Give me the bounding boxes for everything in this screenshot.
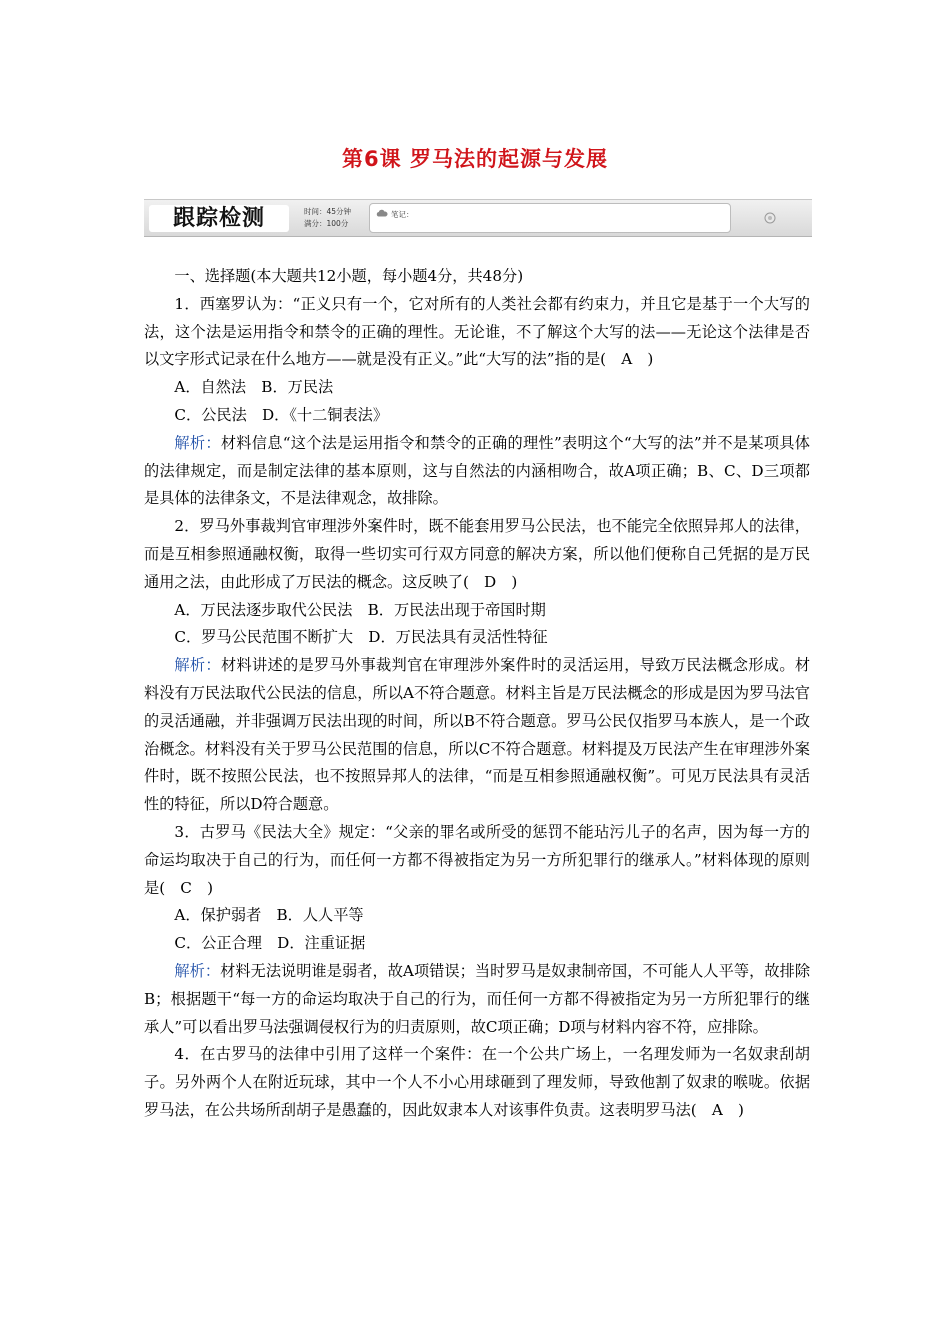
question-stem: 3．古罗马《民法大全》规定：“父亲的罪名或所受的惩罚不能玷污儿子的名声，因为每一方的命运均取决于自己的行为，而任何一方都不得被指定为另一方所犯罪行的继承人。”材料体现的原则是( C )	[144, 822, 810, 897]
question-options: C．罗马公民范围不断扩大 D．万民法具有灵活性特征	[174, 628, 548, 647]
question-options: C．公正合理 D．注重证据	[174, 934, 366, 953]
full-score: 满分：100分	[304, 219, 349, 228]
analysis-label: 解析：	[174, 961, 221, 980]
question-options: A．保护弱者 B．人人平等	[174, 906, 364, 925]
question-stem: 4．在古罗马的法律中引用了这样一个案件：在一个公共广场上，一名理发师为一名奴隶刮胡子。另外两个人在附近玩球，其中一个人不小心用球砸到了理发师，导致他割了奴隶的喉咙。依据罗马法，在公共场所刮胡子是愚蠢的，因此奴隶本人对该事件负责。这表明罗马法( A )	[144, 1045, 810, 1119]
analysis	[144, 430, 810, 513]
analysis	[144, 652, 810, 819]
question-options: A．自然法 B．万民法	[174, 378, 334, 397]
clock-icon	[764, 212, 776, 224]
analysis-text: 材料信息“这个法是运用指令和禁令的正确的理性”表明这个“大写的法”并不是某项具体的法律规定，而是制定法律的基本原则，这与自然法的内涵相吻合，故A项正确；B、C、D三项都是具体的法律条文，不是法律观念，故排除。	[144, 433, 810, 508]
question-content	[144, 263, 810, 1125]
analysis-label: 解析：	[174, 656, 221, 675]
question-options: C．公民法 D．《十二铜表法》	[174, 405, 389, 424]
analysis-text: 材料讲述的是罗马外事裁判官在审理涉外案件时的灵活运用，导致万民法概念形成。材料没有万民法取代公民法的信息，所以A不符合题意。材料主旨是万民法概念的形成是因为罗马法官的灵活通融，并非强调万民法出现的时间，所以B不符合题意。罗马公民仅指罗马本族人，是一个政治概念。材料没有关于罗马公民范围的信息，所以C不符合题意。材料提及万民法产生在审理涉外案件时，既不按照公民法，也不按照异邦人的法律，“而是互相参照通融权衡”。可见万民法具有灵活性的特征，所以D符合题意。	[144, 656, 811, 814]
section-heading: 一、选择题(本大题共12小题，每小题4分，共48分)	[174, 267, 524, 285]
banner-label: 跟踪检测	[149, 205, 289, 232]
banner-meta	[304, 206, 351, 230]
page-title: 第6课 罗马法的起源与发展	[342, 147, 608, 171]
cloud-icon	[376, 209, 388, 217]
notes-field[interactable]	[369, 203, 731, 233]
time-limit: 时间：45分钟	[304, 207, 352, 216]
analysis-label: 解析：	[174, 433, 221, 452]
question-stem: 1．西塞罗认为：“正义只有一个，它对所有的人类社会都有约束力，并且它是基于一个大写的法，这个法是运用指令和禁令的正确的理性。无论谁，不了解这个大写的法——无论这个法律是否以文字形式记录在什么地方——就是没有正义。”此“大写的法”指的是( A )	[144, 294, 810, 369]
notes-label: 笔记：	[391, 210, 414, 219]
question-stem: 2．罗马外事裁判官审理涉外案件时，既不能套用罗马公民法，也不能完全依照异邦人的法律，而是互相参照通融权衡，取得一些切实可行双方同意的解决方案，所以他们便称自己凭据的是万民通用之法，由此形成了万民法的概念。这反映了( D )	[144, 517, 810, 591]
analysis	[144, 958, 810, 1041]
tracking-banner	[144, 199, 812, 237]
question-options: A．万民法逐步取代公民法 B．万民法出现于帝国时期	[174, 600, 546, 619]
analysis-text: 材料无法说明谁是弱者，故A项错误；当时罗马是奴隶制帝国，不可能人人平等，故排除B；根据题干“每一方的命运均取决于自己的行为，而任何一方都不得被指定为另一方所犯罪行的继承人”可以看出罗马法强调侵权行为的归责原则，故C项正确；D项与材料内容不符，应排除。	[144, 961, 811, 1036]
